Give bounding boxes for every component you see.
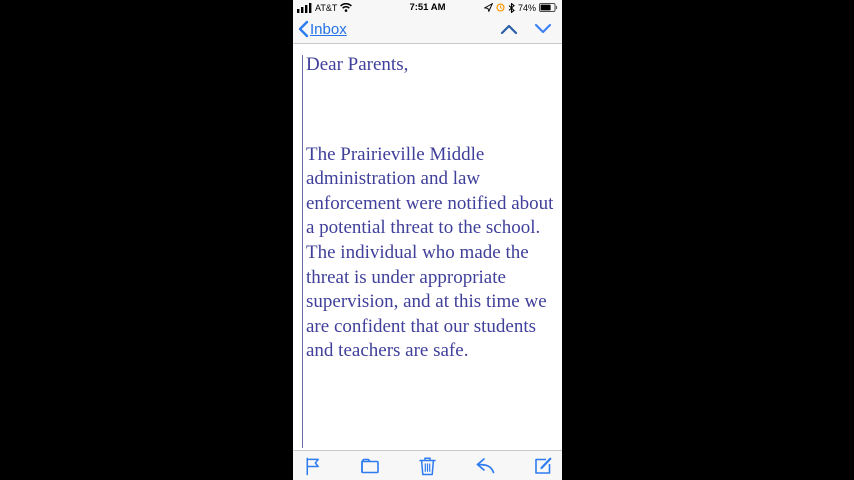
reply-icon <box>475 457 496 475</box>
message-nav-arrows <box>498 18 554 40</box>
email-paragraph: The Prairieville Middle administration and law enforcement were notified about a potential threat to the school. The individual who made the threat is under appropriate supervision, and at this time we are confident that our students and teachers are safe. <box>306 143 554 362</box>
battery-percent-label: 74% <box>517 2 536 13</box>
flag-icon <box>303 456 322 476</box>
clock-time: 7:51 AM <box>409 2 446 13</box>
previous-message-button[interactable] <box>498 18 520 40</box>
reply-button[interactable] <box>474 455 496 477</box>
compose-icon <box>533 456 553 476</box>
flag-button[interactable] <box>301 455 323 477</box>
status-bar <box>293 0 562 15</box>
chevron-up-icon <box>500 23 518 35</box>
next-message-button[interactable] <box>532 18 554 40</box>
mail-toolbar <box>293 450 562 480</box>
back-to-inbox-button[interactable] <box>297 20 347 38</box>
chevron-down-icon <box>534 23 552 35</box>
compose-button[interactable] <box>532 455 554 477</box>
back-button-label: Inbox <box>310 20 347 38</box>
mail-nav-bar <box>293 15 562 44</box>
move-to-folder-icon <box>360 457 380 475</box>
trash-button[interactable] <box>417 455 439 477</box>
quote-level-line <box>302 55 303 448</box>
trash-icon <box>419 456 436 476</box>
email-text <box>306 53 554 364</box>
chevron-left-icon <box>297 20 309 38</box>
email-greeting: Dear Parents, <box>306 54 409 75</box>
email-body-view[interactable] <box>293 45 562 450</box>
carrier-label: AT&T <box>315 2 338 13</box>
phone-screen <box>293 0 562 480</box>
move-to-folder-button[interactable] <box>359 455 381 477</box>
